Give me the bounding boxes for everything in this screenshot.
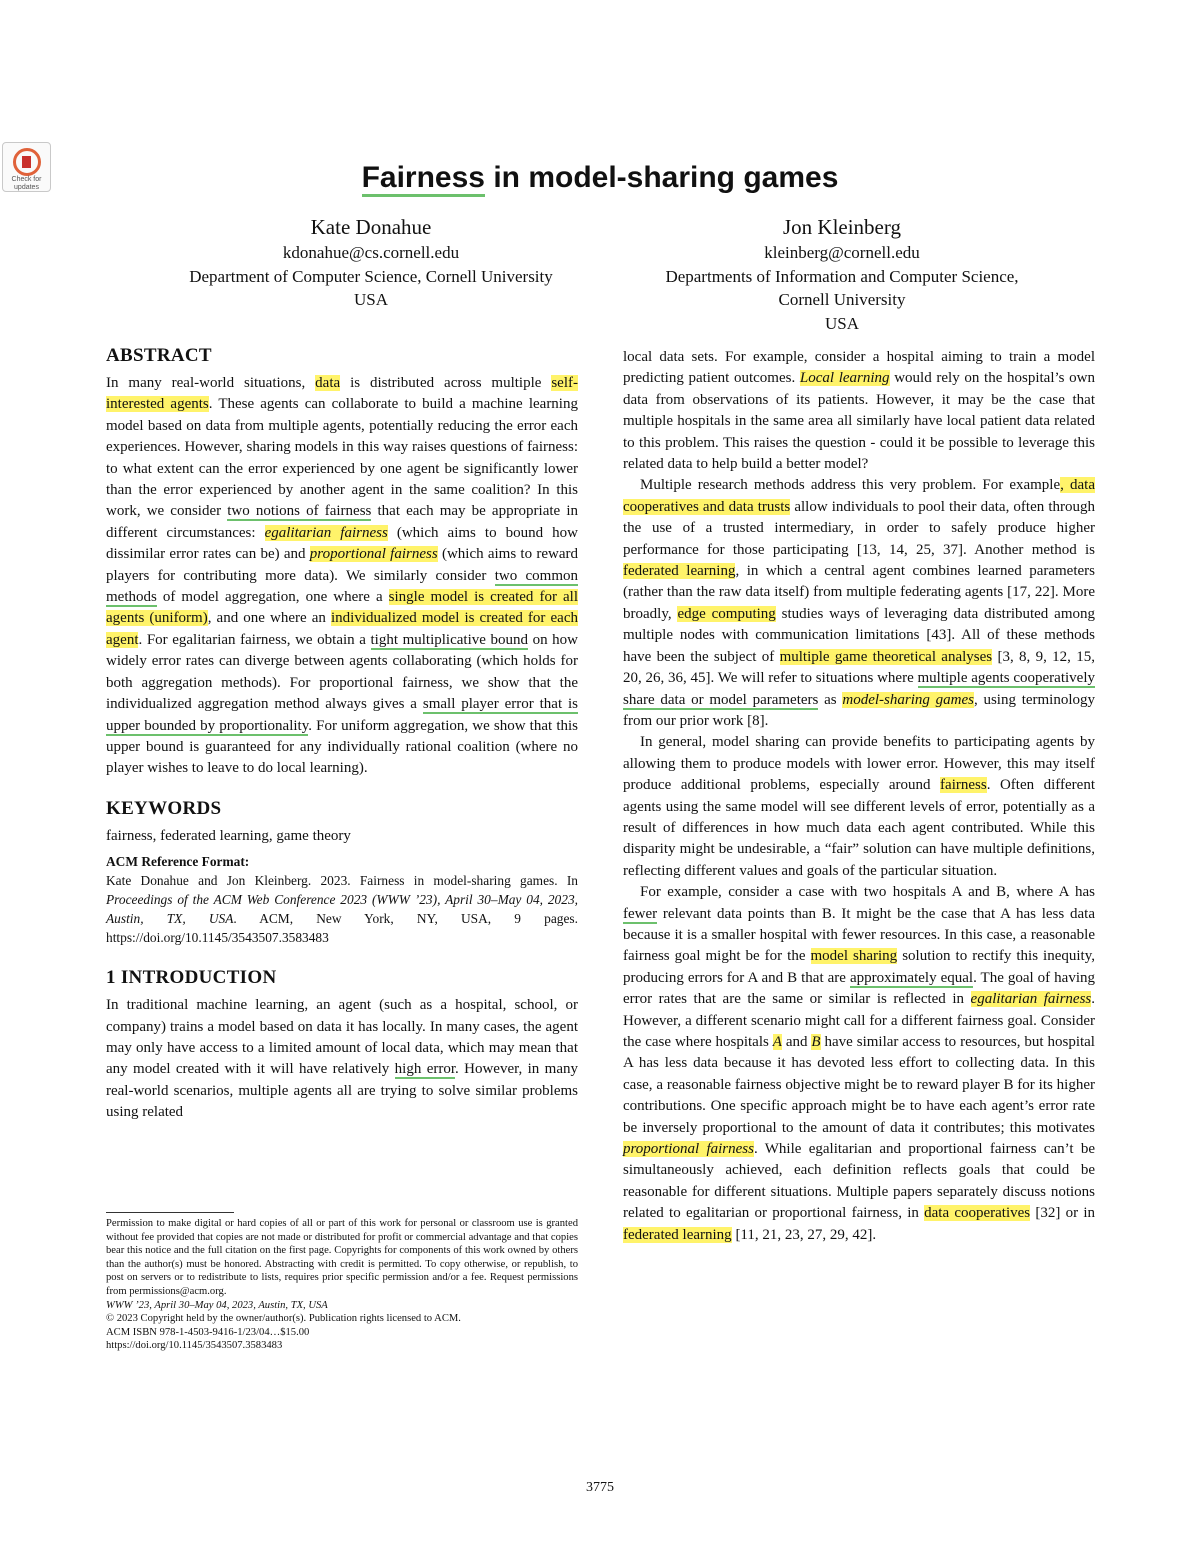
author-email: kdonahue@cs.cornell.edu: [282, 243, 460, 262]
title-highlight: Fairness: [362, 161, 485, 197]
author-name: Jon Kleinberg: [782, 215, 901, 239]
intro-heading: 1 INTRODUCTION: [106, 967, 277, 989]
abstract-text: In many real-world situations, data is distributed across multiple self-interested agents. These agents can collaborate to build a machine learning model based on data from multiple agents, potentially reducing the error each experiences. However, sharing models in this way raises questions of fairness: to what extent can the error experienced by one agent be significantly lower than the error experienced by another agent in the same coalition? In this work, we consider two notions of fairness that each may be appropriate in different circumstances: egalitarian fairness (which aims to bound how dissimilar error rates can be) and proportional fairness (which aims to reward players for contributing more data). We similarly consider two common methods of model aggregation, one where a single model is created for all agents (uniform), and one where an individualized model is created for each agent. For egalitarian fairness, we obtain a tight multiplicative bound on how widely error rates can diverge between agents collaborating (which holds for both aggregation methods). For proportional fairness, we show that the individualized aggregation method always gives a small player error that is upper bounded by proportionality. For uniform aggregation, we show that this upper bound is guaranteed for any individually rational coalition (where no player wishes to leave to do local learning).: [106, 375, 579, 777]
paragraph: In general, model sharing can provide benefits to participating agents by allowing them to produce models with lower error. However, this may itself produce additional problems, especially around fairness. Often different agents using the same model will see different levels of error, potentially as a result of differences in how much data each agent contributed. While this disparity might be undesirable, a “fair” solution can have multiple definitions, reflecting different values and goals of the particular situation.: [623, 734, 1095, 879]
right-column: [623, 347, 1095, 1246]
author-block-2: [600, 213, 1084, 335]
keywords-heading: KEYWORDS: [106, 797, 222, 819]
author-block-1: [106, 213, 636, 312]
doi-link[interactable]: https://doi.org/10.1145/3543507.3583483: [106, 1340, 283, 1352]
permission-text: Permission to make digital or hard copies of all or part of this work for personal or classroom use is granted without fee provided that copies are not made or distributed for profit or commercial advantage and that copies bear this notice and the full citation on the first page. Copyrights for components of this work owned by others than the author(s) must be honored. Abstracting with credit is permitted. To copy otherwise, or republish, to post on servers or to redistribute to lists, requires prior specific permission and/or a fee. Request permissions from permissions@acm.org.: [106, 1218, 578, 1297]
footnote: [106, 1217, 578, 1353]
author-affiliation: Department of Computer Science, Cornell University: [189, 266, 553, 286]
title-rest: in model-sharing games: [484, 161, 839, 194]
acm-ref-heading: ACM Reference Format:: [106, 854, 250, 870]
left-column: [106, 343, 578, 1124]
conference-line: WWW ’23, April 30–May 04, 2023, Austin, TX, USA: [106, 1299, 328, 1311]
paragraph: local data sets. For example, consider a hospital aiming to train a model predicting patient outcomes. Local learning would rely on the hospital’s own data from observations of its patients. However, it may be the case that multiple hospitals in the same area all similarly have local patient data related to this problem. This raises the question - could it be possible to leverage this related data to help build a better model?: [623, 349, 1096, 473]
abstract-heading: ABSTRACT: [106, 345, 212, 366]
isbn-line: ACM ISBN 978-1-4503-9416-1/23/04…$15.00: [106, 1326, 310, 1338]
intro-text: In traditional machine learning, an agent (such as a hospital, school, or company) trains a model based on data it has locally. In many cases, the agent may only have access to a limited amount of local data, which may mean that any model created with it will have relatively high error. However, in many real-world scenarios, multiple agents all are trying to solve similar problems using related: [106, 997, 578, 1121]
footnote-rule: [106, 1212, 234, 1213]
badge-label-1: Check for: [11, 176, 42, 183]
page-number: 3775: [586, 1480, 614, 1495]
paragraph: For example, consider a case with two hospitals A and B, where A has fewer relevant data points than B. It might be the case that A has less data because it is a smaller hospital with fewer resources. In this case, a reasonable fairness goal might be for the model sharing solution to rectify this inequity, producing errors for A and B that are approximately equal. The goal of having error rates that are the same or similar is reflected in egalitarian fairness. However, a different scenario might call for a different fairness goal. Consider the case where hospitals A and B have similar access to resources, but hospital A has less data because it has devoted less effort to collecting data. In this case, a reasonable fairness objective might be to reward player B for its higher contributions. One specific approach might be to have each agent’s error rate be inversely proportional to the amount of data it contributes; this motivates proportional fairness. While egalitarian and proportional fairness can’t be simultaneously achieved, each definition reflects goals that could be reasonable for different situations. Multiple papers separately discuss notions related to egalitarian or proportional fairness, in data cooperatives [32] or in federated learning [11, 21, 23, 27, 29, 42].: [623, 884, 1096, 1243]
badge-label-2: updates: [14, 184, 39, 191]
keywords-text: fairness, federated learning, game theory: [106, 827, 351, 844]
copyright-line: © 2023 Copyright held by the owner/author(s). Publication rights licensed to ACM.: [106, 1313, 461, 1325]
paper-title: [0, 158, 1200, 198]
author-country: USA: [353, 290, 388, 309]
paragraph: Multiple research methods address this very problem. For example, data cooperatives and data trusts allow individuals to pool their data, often through the use of a trusted intermediary, in order to safely produce higher performance for those participating [13, 14, 25, 37]. Another method is federated learning, in which a central agent combines learned parameters (rather than the raw data itself) from multiple federating agents [17, 22]. More broadly, edge computing studies ways of leveraging data distributed among multiple nodes with communication limitations [43]. All of these methods have been the subject of multiple game theoretical analyses [3, 8, 9, 12, 15, 20, 26, 36, 45]. We will refer to situations where multiple agents cooperatively share data or model parameters as model-sharing games, using terminology from our prior work [8].: [623, 477, 1096, 729]
acm-ref-text: Kate Donahue and Jon Kleinberg. 2023. Fairness in model-sharing games. In Proceedings of the ACM Web Conference 2023 (WWW ’23), April 30–May 04, 2023, Austin, TX, USA. ACM, New York, NY, USA, 9 pages. https://doi.org/10.1145/3543507.3583483: [106, 873, 578, 946]
author-affiliation-2: Cornell University: [778, 290, 906, 309]
author-email: kleinberg@cornell.edu: [764, 243, 920, 262]
author-name: Kate Donahue: [310, 215, 432, 239]
author-affiliation: Departments of Information and Computer Science,: [665, 266, 1019, 286]
author-country: USA: [824, 313, 859, 333]
